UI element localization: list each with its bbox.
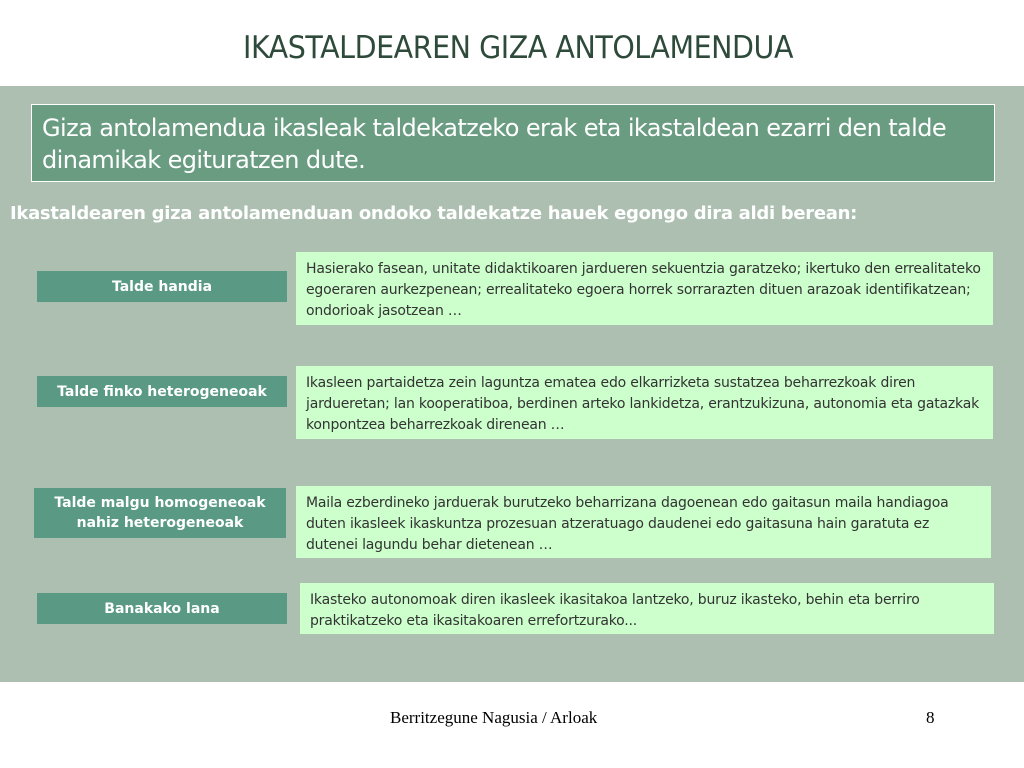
group-label-banakako-lana: Banakako lana	[37, 593, 287, 624]
group-description-talde-finko: Ikasleen partaidetza zein laguntza ematea edo elkarrizketa sustatzea beharrezkoak diren jardueretan; lan kooperatiboa, berdinen arteko lankidetza, erantzukizuna, autonomia eta gatazkak konpontzea beharrezkoak direnean …	[296, 366, 993, 439]
group-description-talde-handia: Hasierako fasean, unitate didaktikoaren jardueren sekuentzia garatzeko; ikertuko den errealitateko egoeraren aurkezpenean; errealitateko egoera horrek sorrarazten dituen arazoak identifikatzean; ondorioak jasotzean …	[296, 252, 993, 325]
group-label-talde-malgu: Talde malgu homogeneoak nahiz heterogeneoak	[34, 488, 286, 538]
intro-box: Giza antolamendua ikasleak taldekatzeko erak eta ikastaldean ezarri den talde dinamikak egituratzen dute.	[31, 104, 995, 182]
section-subtitle: Ikastaldearen giza antolamenduan ondoko taldekatze hauek egongo dira aldi berean:	[10, 203, 858, 224]
footer-text: Berritzegune Nagusia / Arloak	[390, 708, 598, 727]
group-label-talde-handia: Talde handia	[37, 271, 287, 302]
group-label-talde-finko: Talde finko heterogeneoak	[37, 376, 287, 407]
group-description-banakako-lana: Ikasteko autonomoak diren ikasleek ikasitakoa lantzeko, buruz ikasteko, behin eta berriro praktikatzeko eta ikasitakoaren errefortzurako...	[300, 583, 994, 634]
slide-title: IKASTALDEAREN GIZA ANTOLAMENDUA	[242, 30, 793, 66]
page-number: 8	[926, 708, 935, 727]
group-description-talde-malgu: Maila ezberdineko jarduerak burutzeko beharrizana dagoenean edo gaitasun maila handiagoa duten ikasleek ikaskuntza prozesuan atzeratuago daudenei edo gaitasuna hain garatuta ez dutenei lagundu behar dietenean …	[296, 486, 991, 558]
